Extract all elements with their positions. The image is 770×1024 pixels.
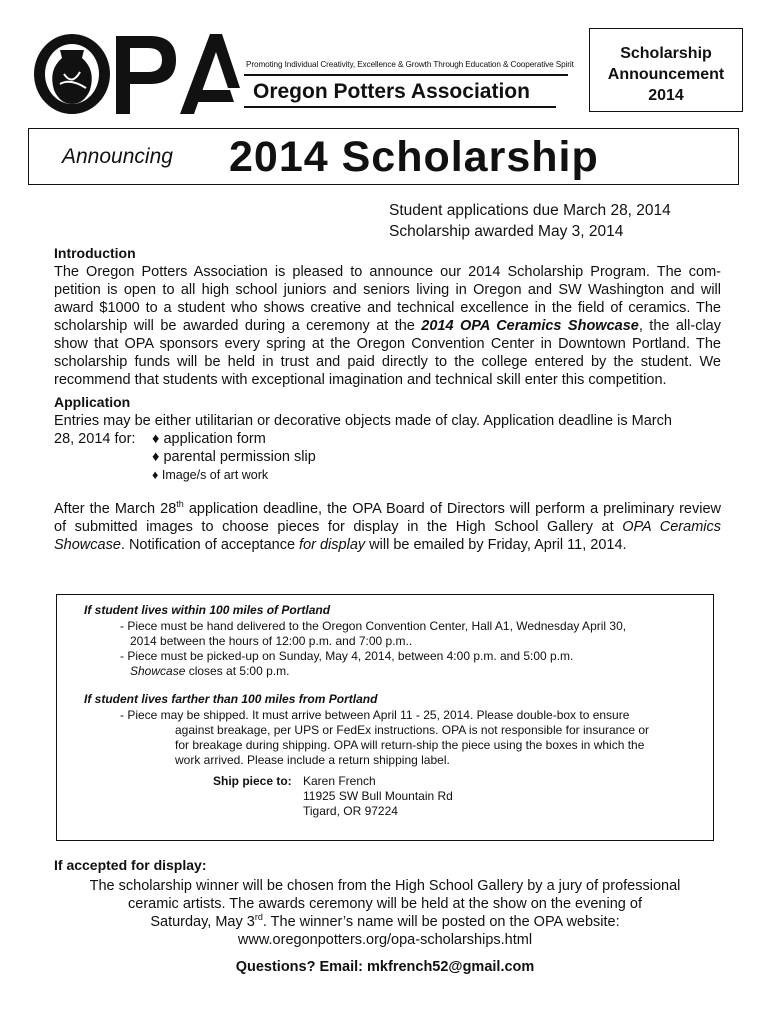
award-date: Scholarship awarded May 3, 2014 <box>389 223 624 240</box>
farther-portland-heading: If student lives farther than 100 miles from Portland <box>84 692 378 706</box>
requirements-list <box>152 430 316 484</box>
within-line-4: Showcase closes at 5:00 p.m. <box>130 664 290 678</box>
contact-email[interactable]: Questions? Email: mkfrench52@gmail.com <box>235 959 535 975</box>
accepted-line-1: The scholarship winner will be chosen from the High School Gallery by a jury of professional <box>89 878 681 894</box>
ship-city: Tigard, OR 97224 <box>303 804 398 818</box>
list-item: ♦ parental permission slip <box>152 449 316 465</box>
farther-line-1: - Piece may be shipped. It must arrive between April 11 - 25, 2014. Please double-box to ensure <box>120 708 630 722</box>
introduction-text <box>54 263 721 389</box>
within-line-2: 2014 between the hours of 12:00 p.m. and 7:00 p.m.. <box>130 634 413 648</box>
announcement-line-2: Announcement <box>607 66 725 83</box>
opa-logo-graphic <box>30 28 240 118</box>
accepted-line-2: ceramic artists. The awards ceremony will be held at the show on the evening of <box>128 896 642 912</box>
review-paragraph: After the March 28th application deadline, the OPA Board of Directors will perform a preliminary review of submitted images to choose pieces for display in the High School Gallery at OPA Ceramics Showcase. Notification of acceptance for display will be emailed by Friday, April 11, 2014. <box>54 499 721 553</box>
superscript: th <box>176 499 184 510</box>
ship-name: Karen French <box>303 774 376 788</box>
application-heading: Application <box>54 394 131 410</box>
announcement-line-3: 2014 <box>648 87 684 104</box>
website-url[interactable]: www.oregonpotters.org/opa-scholarships.html <box>237 932 533 948</box>
ship-street: 11925 SW Bull Mountain Rd <box>303 789 453 803</box>
opa-logo <box>30 28 240 118</box>
tagline-rule <box>244 74 568 76</box>
farther-line-2: against breakage, per UPS or FedEx instructions. OPA is not responsible for insurance or <box>175 723 650 737</box>
list-item: ♦ Image/s of art work <box>152 468 269 482</box>
deadline-prefix: 28, 2014 for: <box>54 431 136 447</box>
announcing-label: Announcing <box>62 145 173 168</box>
farther-line-3: for breakage during shipping. OPA will return-ship the piece using the boxes in which the <box>175 738 645 752</box>
event-name: 2014 OPA Ceramics Showcase <box>421 318 639 334</box>
tagline: Promoting Individual Creativity, Excellence & Growth Through Education & Cooperative Spirit <box>246 60 574 69</box>
applications-due: Student applications due March 28, 2014 <box>389 202 671 219</box>
application-intro: Entries may be either utilitarian or decorative objects made of clay. Application deadline is March <box>54 413 672 429</box>
accepted-heading: If accepted for display: <box>54 857 207 873</box>
page-title: 2014 Scholarship <box>229 133 599 181</box>
ship-label: Ship piece to: <box>213 774 292 788</box>
farther-line-4: work arrived. Please include a return shipping label. <box>175 753 450 767</box>
list-item: ♦ application form <box>152 431 266 447</box>
within-line-3: - Piece must be picked-up on Sunday, May 4, 2014, between 4:00 p.m. and 5:00 p.m. <box>120 649 574 663</box>
within-line-1: - Piece must be hand delivered to the Oregon Convention Center, Hall A1, Wednesday April 30, <box>120 619 627 633</box>
announcement-box <box>589 28 743 112</box>
introduction-heading: Introduction <box>54 245 136 261</box>
intro-text-part-2: , the all-clay show that OPA sponsors every spring at the Oregon Convention Center in Downtown Portland. The scholarship funds will be held in trust and paid directly to the college entered by the student. We recommend that students with exceptional imagination and technical skill enter this competition. <box>54 318 721 388</box>
accepted-text <box>40 877 730 949</box>
announcement-line-1: Scholarship <box>620 45 712 62</box>
org-rule <box>244 106 556 108</box>
within-portland-heading: If student lives within 100 miles of Portland <box>84 603 331 617</box>
key-dates <box>389 200 671 242</box>
org-name: Oregon Potters Association <box>253 80 530 103</box>
intro-text-part-1: The Oregon Potters Association is pleased to announce our 2014 Scholarship Program. The com-petition is open to all high school juniors and seniors living in Oregon and SW Washington and will award $1000 to a student who shows creative and technical excellence in the field of ceramics. The scholarship will be awarded during a ceremony at the <box>54 264 721 334</box>
accepted-line-3: Saturday, May 3rd. The winner’s name will be posted on the OPA website: <box>150 912 620 930</box>
